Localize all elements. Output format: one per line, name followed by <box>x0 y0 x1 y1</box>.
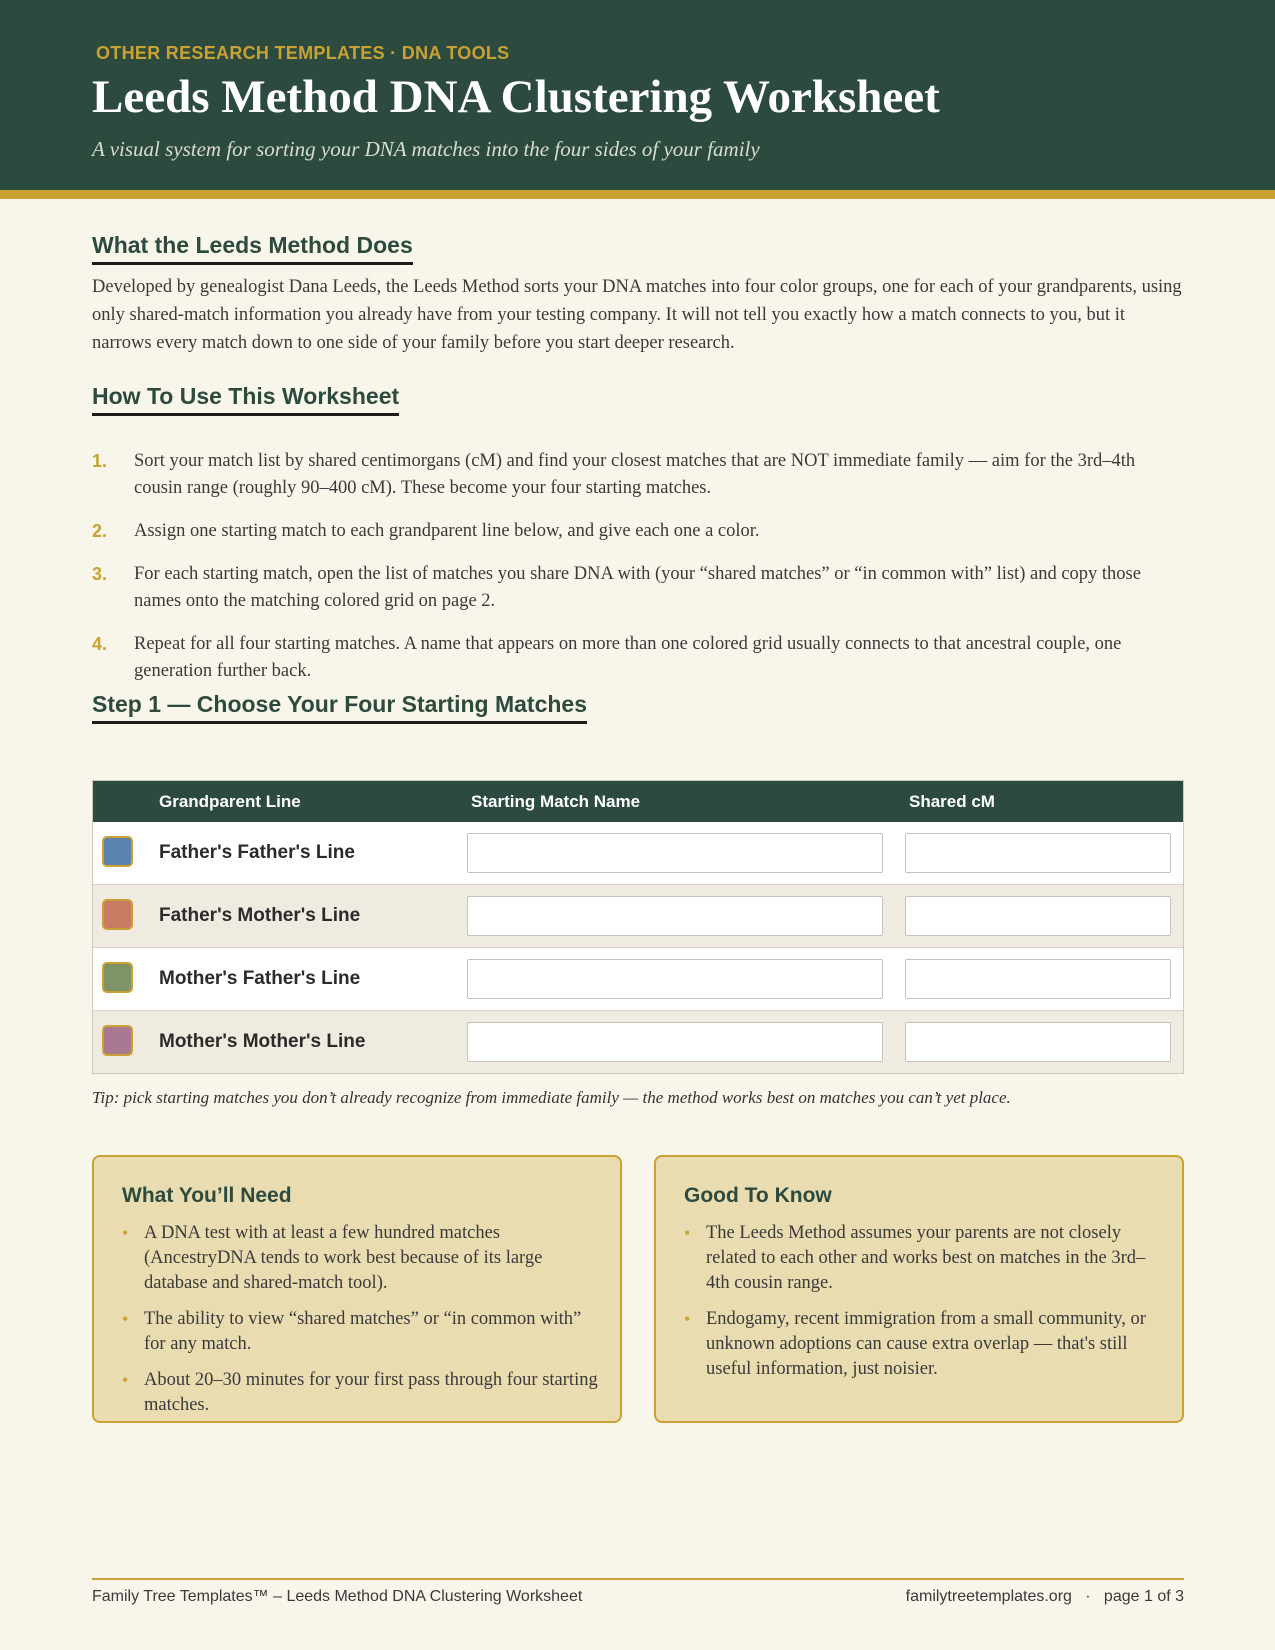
card-title: What You’ll Need <box>122 1184 292 1207</box>
shared-cm-field[interactable] <box>905 1022 1171 1062</box>
step-text: Assign one starting match to each grandparent line below, and give each one a color. <box>134 521 760 541</box>
grandparent-line-label: Mother's Mother's Line <box>159 1031 366 1052</box>
color-swatch <box>102 836 133 867</box>
list-item <box>122 1307 600 1357</box>
instruction-step <box>92 561 1187 615</box>
shared-cm-field[interactable] <box>905 896 1171 936</box>
grandparent-line-label: Mother's Father's Line <box>159 968 361 989</box>
page-header <box>0 0 1275 199</box>
table-row <box>93 884 1183 947</box>
section-heading-step1: Step 1 — Choose Your Four Starting Matches <box>92 691 587 724</box>
color-swatch <box>102 899 133 930</box>
list-item <box>122 1368 600 1418</box>
section-heading-how: How To Use This Worksheet <box>92 383 399 416</box>
grandparent-line-label: Father's Mother's Line <box>159 905 361 926</box>
section-what-body: Developed by genealogist Dana Leeds, the Leeds Method sorts your DNA matches into four color groups, one for each of your grandparents, using only shared-match information you already have from your testing company. It will not tell you exactly how a match connects to you, but it narrows every match down to one side of your family before you start deeper research. <box>92 277 1182 353</box>
color-swatch <box>102 1025 133 1056</box>
list-item <box>684 1221 1162 1296</box>
header-eyebrow: OTHER RESEARCH TEMPLATES · DNA TOOLS <box>96 43 510 63</box>
column-header-cm: Shared cM <box>909 792 995 811</box>
bullet-icon: • <box>122 1309 129 1329</box>
page-title: Leeds Method DNA Clustering Worksheet <box>92 71 940 123</box>
starting-matches-table <box>92 780 1184 1074</box>
step-number: 4. <box>92 634 108 654</box>
shared-cm-field[interactable] <box>905 959 1171 999</box>
card-list <box>684 1221 1162 1393</box>
shared-cm-field[interactable] <box>905 833 1171 873</box>
instruction-step <box>92 631 1187 685</box>
list-item <box>684 1307 1162 1382</box>
table-row <box>93 1010 1183 1073</box>
starting-match-name-field[interactable] <box>467 833 883 873</box>
bullet-icon: • <box>122 1223 129 1243</box>
bullet-icon: • <box>684 1223 691 1243</box>
grandparent-line-label: Father's Father's Line <box>159 842 355 863</box>
list-item-text: The Leeds Method assumes your parents are not closely related to each other and works best on matches in the 3rd–4th cousin range. <box>706 1223 1146 1293</box>
card-good-to-know <box>654 1155 1184 1423</box>
table-row <box>93 822 1183 884</box>
footer-right: familytreetemplates.org · page 1 of 3 <box>905 1588 1184 1605</box>
card-title: Good To Know <box>684 1184 832 1207</box>
card-what-youll-need <box>92 1155 622 1423</box>
bullet-icon: • <box>122 1370 129 1390</box>
table-tip: Tip: pick starting matches you don’t already recognize from immediate family — the method works best on matches you can’t yet place. <box>92 1088 1011 1107</box>
list-item-text: Endogamy, recent immigration from a small community, or unknown adoptions can cause extra overlap — that's still useful information, just noisier. <box>706 1309 1146 1379</box>
table-row <box>93 947 1183 1010</box>
starting-match-name-field[interactable] <box>467 1022 883 1062</box>
step-number: 2. <box>92 521 108 541</box>
card-list <box>122 1221 600 1423</box>
bullet-icon: • <box>684 1309 691 1329</box>
step-number: 1. <box>92 451 108 471</box>
step-number: 3. <box>92 564 108 584</box>
instruction-step <box>92 448 1187 502</box>
column-header-line: Grandparent Line <box>159 792 301 811</box>
instruction-steps <box>92 448 1187 701</box>
list-item <box>122 1221 600 1296</box>
section-heading-what: What the Leeds Method Does <box>92 232 413 265</box>
column-header-name: Starting Match Name <box>471 792 641 811</box>
table-header <box>93 781 1183 822</box>
footer-divider <box>92 1578 1184 1580</box>
list-item-text: About 20–30 minutes for your first pass through four starting matches. <box>144 1370 598 1415</box>
instruction-step <box>92 518 1187 545</box>
step-text: Sort your match list by shared centimorgans (cM) and find your closest matches that are NOT immediate family — aim for the 3rd–4th cousin range (roughly 90–400 cM). These become your four starting matches. <box>134 451 1136 498</box>
starting-match-name-field[interactable] <box>467 959 883 999</box>
list-item-text: A DNA test with at least a few hundred matches (AncestryDNA tends to work best because of its large database and shared-match tool). <box>144 1223 543 1293</box>
list-item-text: The ability to view “shared matches” or “in common with” for any match. <box>144 1309 582 1354</box>
footer-left: Family Tree Templates™ – Leeds Method DNA Clustering Worksheet <box>92 1588 583 1605</box>
color-swatch <box>102 962 133 993</box>
step-text: For each starting match, open the list of matches you share DNA with (your “shared matches” or “in common with” list) and copy those names onto the matching colored grid on page 2. <box>134 564 1141 611</box>
starting-match-name-field[interactable] <box>467 896 883 936</box>
step-text: Repeat for all four starting matches. A name that appears on more than one colored grid usually connects to that ancestral couple, one generation further back. <box>134 634 1122 681</box>
page-subtitle: A visual system for sorting your DNA matches into the four sides of your family <box>92 137 760 161</box>
